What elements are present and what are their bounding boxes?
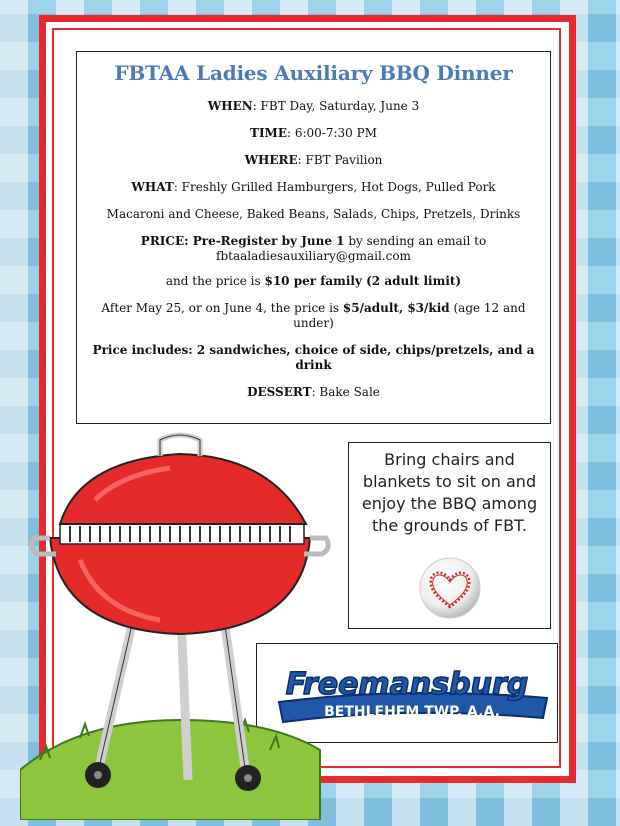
dessert-label: DESSERT	[247, 385, 312, 399]
price-line	[83, 234, 544, 264]
price-label: PRICE	[140, 234, 185, 248]
grill-lid	[60, 454, 306, 524]
late-price-line	[83, 301, 544, 331]
grill-grate	[60, 524, 304, 544]
flyer-title: FBTAA Ladies Auxiliary BBQ Dinner	[114, 61, 513, 85]
grass-hill	[20, 720, 320, 820]
time-value: : 6:00-7:30 PM	[287, 126, 377, 140]
what-value: : Freshly Grilled Hamburgers, Hot Dogs, Pulled Pork	[173, 180, 496, 194]
event-details-box	[76, 51, 551, 424]
dessert-line	[83, 385, 544, 400]
grill-bowl	[50, 538, 310, 634]
time-line	[83, 126, 544, 141]
late-prefix: After May 25, or on June 4, the price is	[101, 301, 343, 315]
logo-subtitle: BETHLEHEM TWP. A.A.	[324, 704, 500, 720]
late-suffix: (age 12 and under)	[293, 301, 526, 330]
what-label: WHAT	[131, 180, 174, 194]
price-preregister: : Pre-Register by June 1	[184, 234, 345, 248]
logo-wordmark: Freemansburg	[285, 667, 529, 702]
grill-illustration	[20, 420, 340, 820]
time-label: TIME	[250, 126, 287, 140]
bring-chairs-text: Bring chairs and blankets to sit on and enjoy the BBQ among the grounds of FBT.	[361, 450, 538, 535]
what-line-2: Macaroni and Cheese, Baked Beans, Salads, Chips, Pretzels, Drinks	[106, 207, 521, 221]
includes-line: Price includes: 2 sandwiches, choice of side, chips/pretzels, and a drink	[92, 343, 535, 372]
when-line	[83, 99, 544, 114]
price-rest: by sending an email to	[344, 234, 487, 248]
where-value: : FBT Pavilion	[297, 153, 383, 167]
lid-handle	[160, 435, 200, 456]
family-price-line	[83, 274, 544, 289]
late-price: $5/adult, $3/kid	[342, 301, 450, 315]
dessert-value: : Bake Sale	[311, 385, 380, 399]
contact-email[interactable]: fbtaaladiesauxiliary@gmail.com	[216, 249, 411, 263]
bring-chairs-box	[348, 442, 551, 629]
family-price: $10 per family (2 adult limit)	[264, 274, 462, 288]
where-label: WHERE	[244, 153, 298, 167]
family-prefix: and the price is	[165, 274, 265, 288]
when-label: WHEN	[207, 99, 253, 113]
what-line	[83, 180, 544, 195]
where-line	[83, 153, 544, 168]
when-value: : FBT Day, Saturday, June 3	[252, 99, 420, 113]
baseball-heart-icon	[417, 555, 483, 621]
